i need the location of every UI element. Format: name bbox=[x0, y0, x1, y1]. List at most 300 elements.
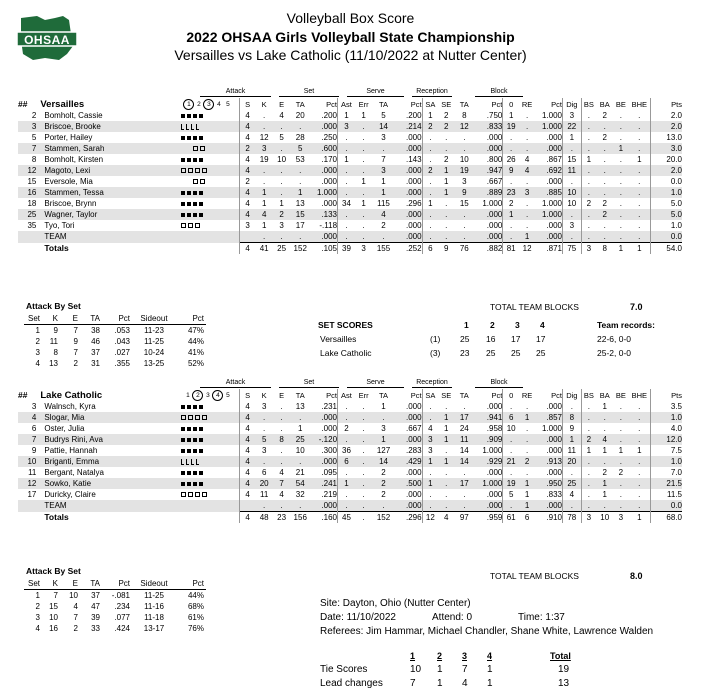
stat-pct: .000 bbox=[546, 221, 562, 230]
total-be: 1 bbox=[613, 243, 628, 255]
stat-0: 6 bbox=[503, 412, 519, 423]
col-bhe: BHE bbox=[631, 390, 647, 400]
stat-ta: . bbox=[463, 402, 466, 411]
stat-se: 1 bbox=[438, 434, 454, 445]
stat-pct: .133 bbox=[310, 209, 337, 220]
abs-cell: 76% bbox=[187, 624, 204, 633]
stat-pct: 1.000 bbox=[541, 111, 562, 120]
stat-se: . bbox=[445, 468, 448, 477]
abs-cell: 15 bbox=[49, 602, 58, 611]
stat-pct: .283 bbox=[405, 446, 422, 455]
abs-cell: 2 bbox=[35, 337, 40, 346]
stat-pts: 11.5 bbox=[651, 489, 682, 500]
stat-k: . bbox=[263, 177, 266, 186]
stat-pct: .833 bbox=[474, 121, 503, 132]
col-num: ## bbox=[18, 98, 28, 109]
stat-pct: .000 bbox=[535, 434, 562, 445]
stat-e: . bbox=[273, 500, 290, 512]
set-scores-col-1: 1 bbox=[464, 320, 469, 330]
stat-ba: . bbox=[603, 221, 606, 230]
stat-ba: 1 bbox=[602, 490, 607, 499]
set-played-mark bbox=[195, 223, 200, 228]
set-number-4: 4 bbox=[212, 390, 223, 401]
set-played-mark bbox=[195, 168, 200, 173]
stat-bs: . bbox=[581, 412, 596, 423]
stat-ta: . bbox=[454, 143, 474, 154]
lake-catholic-team-blocks-label: TOTAL TEAM BLOCKS bbox=[490, 571, 579, 581]
col-num: ## bbox=[18, 389, 28, 400]
stat-ast: . bbox=[338, 132, 355, 143]
totals-spacer bbox=[177, 512, 239, 524]
stat-ta: 10 bbox=[459, 155, 469, 164]
stat-pct: .667 bbox=[486, 177, 503, 186]
col-s: S bbox=[239, 98, 255, 110]
stat-err: . bbox=[362, 468, 365, 477]
stat-dig: 11 bbox=[563, 165, 582, 176]
set-played-mark bbox=[187, 449, 191, 453]
sets-played-indicators bbox=[177, 187, 239, 198]
stat-se: . bbox=[445, 446, 448, 455]
set-number-4: 4 bbox=[217, 101, 221, 108]
stat-0: . bbox=[503, 401, 519, 412]
stat-re: . bbox=[519, 121, 535, 132]
stat-ta: 14 bbox=[372, 456, 394, 467]
stat-ast: . bbox=[338, 187, 355, 198]
stat-dig: 11 bbox=[563, 445, 582, 456]
set-played-mark bbox=[181, 415, 186, 420]
versailles-group-attack: Attack bbox=[200, 87, 271, 97]
abs-col-k: K bbox=[42, 313, 60, 325]
total-ba: 8 bbox=[596, 243, 613, 255]
stat-pct: .219 bbox=[321, 490, 338, 499]
stat-ba: . bbox=[596, 165, 613, 176]
stat-ta: . bbox=[372, 231, 394, 243]
stat-re: 2 bbox=[519, 456, 535, 467]
stat-0: 1 bbox=[503, 209, 519, 220]
set-played-mark bbox=[187, 213, 191, 217]
stat-pts: 7.5 bbox=[651, 445, 682, 456]
player-name: Bergant, Natalya bbox=[44, 468, 104, 477]
total-se: 4 bbox=[438, 512, 454, 524]
abs-col-set: Set bbox=[24, 313, 42, 325]
set-number-5: 5 bbox=[226, 392, 230, 399]
stat-ta: 25 bbox=[290, 434, 310, 445]
stat-bs: . bbox=[581, 478, 596, 489]
abs-cell: 1 bbox=[35, 326, 40, 335]
stat-err: . bbox=[355, 456, 372, 467]
stat-k: 3 bbox=[261, 446, 267, 455]
stat-bhe: . bbox=[628, 143, 650, 154]
team-name: Versailles bbox=[40, 98, 85, 110]
stat-ast: 2 bbox=[338, 423, 355, 434]
stat-ast: . bbox=[338, 165, 355, 176]
stat-re: 1 bbox=[519, 478, 535, 489]
stat-s: 4 bbox=[239, 478, 255, 489]
set-played-mark bbox=[181, 202, 185, 206]
player-name: Budrys Rini, Ava bbox=[40, 434, 177, 445]
abs-cell: 3 bbox=[35, 613, 40, 622]
sets-played-indicators bbox=[177, 121, 239, 132]
stat-bs: . bbox=[581, 401, 596, 412]
stat-bhe: . bbox=[628, 231, 650, 243]
stat-ast: . bbox=[338, 467, 355, 478]
player-row bbox=[18, 500, 682, 512]
stat-e: . bbox=[273, 143, 290, 154]
set-played-mark bbox=[181, 482, 185, 486]
stat-err: . bbox=[355, 231, 372, 243]
lake_catholic-header-row bbox=[18, 389, 682, 401]
set-played-mark bbox=[199, 213, 203, 217]
player-name: Stammen, Sarah bbox=[40, 143, 177, 154]
site-info: Site: Dayton, Ohio (Nutter Center) bbox=[320, 598, 471, 609]
stat-pct: .000 bbox=[321, 177, 338, 186]
abs-cell: 11-25 bbox=[144, 591, 164, 600]
abs-header-row bbox=[24, 578, 206, 590]
abs-cell: 13-17 bbox=[143, 624, 165, 633]
stat-re: 4 bbox=[519, 165, 535, 176]
stat-pct: .000 bbox=[310, 456, 337, 467]
stat-dig: 15 bbox=[563, 154, 582, 165]
stat-pct: .000 bbox=[310, 412, 337, 423]
col-err: Err bbox=[358, 390, 369, 400]
stat-e: 5 bbox=[279, 133, 284, 142]
stat-sa: . bbox=[422, 143, 438, 154]
tie-row-value: 19 bbox=[558, 664, 570, 675]
player-number: 11 bbox=[28, 468, 37, 477]
stat-be: . bbox=[613, 434, 628, 445]
stat-ta: . bbox=[454, 500, 474, 512]
stat-ta: . bbox=[463, 490, 466, 499]
stat-bhe: . bbox=[628, 412, 650, 423]
versailles-team-blocks-label: TOTAL TEAM BLOCKS bbox=[490, 302, 579, 312]
versailles-group-reception: Reception bbox=[412, 87, 452, 97]
player-name: Slogar, Mia bbox=[40, 412, 177, 423]
stat-pct: .000 bbox=[395, 165, 422, 176]
sets-played-indicators bbox=[177, 412, 239, 423]
set-played-mark bbox=[199, 191, 203, 195]
sets-played-indicators bbox=[177, 478, 239, 489]
tie-col-total: Total bbox=[550, 651, 571, 661]
set-number-2: 2 bbox=[197, 101, 201, 108]
stat-ta: 1 bbox=[381, 402, 386, 411]
total-0: 81 bbox=[503, 243, 519, 255]
stat-pct: .000 bbox=[486, 402, 503, 411]
set-played-mark bbox=[181, 459, 184, 465]
stat-ba: . bbox=[596, 456, 613, 467]
stat-bhe: . bbox=[628, 209, 650, 220]
stat-sa: . bbox=[422, 412, 438, 423]
set-played-mark bbox=[181, 191, 185, 195]
stat-be: . bbox=[619, 177, 623, 186]
stat-dig: 9 bbox=[563, 423, 582, 434]
totals-row bbox=[18, 512, 682, 524]
stat-err: . bbox=[362, 133, 365, 142]
player-number: 9 bbox=[31, 446, 37, 455]
lake-catholic-attack-by-set-title: Attack By Set bbox=[26, 566, 81, 576]
stat-err: . bbox=[362, 446, 365, 455]
set-played-mark bbox=[199, 427, 203, 431]
stat-bs: . bbox=[581, 165, 596, 176]
stat-bhe: . bbox=[638, 402, 641, 411]
stat-bs: . bbox=[581, 121, 596, 132]
stat-bhe: . bbox=[628, 478, 650, 489]
stat-dig: 25 bbox=[563, 478, 582, 489]
stat-ta: 9 bbox=[454, 187, 474, 198]
set-played-mark bbox=[195, 492, 200, 497]
stat-bhe: 1 bbox=[637, 155, 642, 164]
stat-sa: 1 bbox=[422, 478, 438, 489]
player-number bbox=[18, 231, 40, 243]
abs-cell: 3 bbox=[35, 348, 40, 357]
stat-pct: .170 bbox=[321, 155, 338, 164]
col-pct: Pct bbox=[491, 99, 503, 109]
abs-cell: 41% bbox=[187, 348, 204, 357]
set-played-mark bbox=[181, 147, 185, 151]
abs-row bbox=[24, 601, 206, 612]
abs-cell: 11 bbox=[49, 337, 58, 346]
stat-pct: .000 bbox=[395, 187, 422, 198]
set-played-mark bbox=[186, 124, 189, 130]
total-k: 48 bbox=[255, 512, 272, 524]
stat-bs: . bbox=[581, 467, 596, 478]
stat-ba: . bbox=[596, 500, 613, 512]
stat-ta: 32 bbox=[295, 490, 305, 499]
tie-row-label: Lead changes bbox=[320, 678, 383, 689]
stat-pct: .667 bbox=[405, 424, 422, 433]
stat-ta: 14 bbox=[454, 456, 474, 467]
stat-s: 4 bbox=[239, 423, 255, 434]
set-played-mark bbox=[199, 449, 203, 453]
versailles-attack-by-set-table bbox=[24, 313, 206, 369]
set-played-mark bbox=[181, 438, 185, 442]
abs-col-pct: Pct bbox=[102, 313, 132, 325]
set-played-mark bbox=[181, 180, 185, 184]
set-played-mark bbox=[200, 146, 205, 151]
col-ta: TA bbox=[295, 390, 305, 400]
player-number: 18 bbox=[27, 199, 37, 208]
abs-cell: 13-25 bbox=[143, 359, 165, 368]
total-se: 9 bbox=[438, 243, 454, 255]
set-played-mark bbox=[188, 223, 193, 228]
stat-se: 1 bbox=[438, 187, 454, 198]
logo-text: OHSAA bbox=[24, 33, 70, 47]
team-record-versailles: 22-6, 0-0 bbox=[597, 334, 632, 344]
date-info: Date: 11/10/2022 bbox=[320, 612, 396, 623]
abs-col-k: K bbox=[42, 578, 60, 590]
team-record-lake-catholic: 25-2, 0-0 bbox=[597, 348, 632, 358]
abs-cell: 11-18 bbox=[144, 613, 164, 622]
sets-played-indicators bbox=[177, 209, 239, 220]
total-dig: 78 bbox=[563, 512, 582, 524]
total-pts: 68.0 bbox=[651, 512, 682, 524]
set-played-mark bbox=[187, 191, 191, 195]
col-pct: Pct bbox=[551, 99, 562, 109]
stat-0: 5 bbox=[503, 489, 519, 500]
stat-ta: 2 bbox=[381, 468, 386, 477]
stat-err: . bbox=[362, 490, 365, 499]
stat-be: . bbox=[613, 412, 628, 423]
stat-re: 1 bbox=[519, 231, 535, 243]
stat-ba: 2 bbox=[602, 133, 607, 142]
stat-re: 4 bbox=[524, 155, 530, 164]
player-name: Wagner, Taylor bbox=[40, 209, 177, 220]
stat-re: . bbox=[525, 424, 529, 433]
stat-k: 3 bbox=[255, 143, 272, 154]
total-s: 4 bbox=[239, 243, 255, 255]
abs-cell: 4 bbox=[35, 359, 40, 368]
player-number: 12 bbox=[18, 165, 40, 176]
stat-pct: 1.000 bbox=[310, 187, 337, 198]
stat-ast: 1 bbox=[338, 154, 355, 165]
col-pct: Pct bbox=[551, 390, 562, 400]
match-title: Versailles vs Lake Catholic (11/10/2022 at Nutter Center) bbox=[174, 47, 527, 63]
stat-ba: . bbox=[596, 143, 613, 154]
set-played-mark bbox=[193, 438, 197, 442]
stat-se: . bbox=[438, 231, 454, 243]
stat-s: 3 bbox=[239, 220, 255, 231]
set-played-mark bbox=[193, 482, 197, 486]
stat-re: 1 bbox=[524, 490, 530, 499]
stat-pct: .000 bbox=[474, 143, 503, 154]
stat-ast: . bbox=[338, 209, 355, 220]
stat-pct: .000 bbox=[546, 468, 562, 477]
stat-ta: 3 bbox=[381, 424, 386, 433]
abs-row bbox=[24, 612, 206, 623]
stat-pct: .941 bbox=[474, 412, 503, 423]
abs-cell: 39 bbox=[91, 613, 100, 622]
stat-err: . bbox=[362, 402, 365, 411]
stat-bs: 2 bbox=[581, 434, 596, 445]
stat-pct: .000 bbox=[395, 231, 422, 243]
stat-ta: . bbox=[290, 500, 310, 512]
set-score: 17 bbox=[536, 334, 546, 344]
player-row bbox=[18, 467, 682, 478]
col-re: RE bbox=[521, 390, 533, 400]
stat-ta: 21 bbox=[295, 468, 305, 477]
abs-cell: 8 bbox=[53, 348, 58, 357]
col-pct: Pct bbox=[326, 390, 338, 400]
stat-se: . bbox=[445, 221, 448, 230]
stat-dig: 3 bbox=[563, 220, 582, 231]
set-played-mark bbox=[187, 147, 191, 151]
stat-be: . bbox=[613, 209, 628, 220]
stat-s: 4 bbox=[239, 467, 255, 478]
abs-row bbox=[24, 623, 206, 634]
stat-ba: 2 bbox=[602, 199, 607, 208]
stat-pct: 1.000 bbox=[482, 199, 503, 208]
stat-be: . bbox=[613, 456, 628, 467]
stat-err: . bbox=[355, 500, 372, 512]
stat-pct: .296 bbox=[405, 199, 422, 208]
set-played-mark bbox=[191, 124, 194, 130]
stat-se: 1 bbox=[444, 177, 449, 186]
stat-dig: . bbox=[563, 401, 582, 412]
stat-pct: .000 bbox=[486, 221, 503, 230]
sets-played-indicators bbox=[177, 176, 239, 187]
stat-ba: 2 bbox=[602, 111, 607, 120]
stat-se: . bbox=[445, 199, 448, 208]
stat-s: 4 bbox=[239, 412, 255, 423]
set-played-mark bbox=[193, 146, 198, 151]
stat-ta: 1 bbox=[298, 424, 303, 433]
stat-s: 4 bbox=[239, 445, 255, 456]
player-row bbox=[18, 187, 682, 198]
player-row bbox=[18, 121, 682, 132]
abs-row bbox=[24, 325, 206, 337]
stat-pts: 5.0 bbox=[651, 209, 682, 220]
col-k: K bbox=[261, 99, 267, 109]
stat-0: . bbox=[503, 132, 519, 143]
abs-cell: 9 bbox=[73, 337, 78, 346]
set-played-mark bbox=[193, 179, 198, 184]
abs-cell: .234 bbox=[114, 602, 130, 611]
stat-pct: .000 bbox=[310, 231, 337, 243]
total-bs: 3 bbox=[581, 243, 596, 255]
set-played-mark bbox=[181, 158, 185, 162]
set-played-mark bbox=[193, 158, 197, 162]
stat-ta: 10 bbox=[295, 446, 305, 455]
abs-cell: 10 bbox=[49, 613, 58, 622]
stat-ta: 28 bbox=[295, 133, 305, 142]
stat-re: . bbox=[525, 111, 529, 120]
stat-re: . bbox=[525, 133, 529, 142]
stat-pct: .000 bbox=[405, 177, 422, 186]
stat-err: 1 bbox=[361, 177, 366, 186]
stat-dig: . bbox=[563, 143, 582, 154]
stat-ba: 2 bbox=[596, 209, 613, 220]
sets-played-indicators bbox=[177, 143, 239, 154]
stat-k: . bbox=[263, 424, 266, 433]
stat-sa: . bbox=[422, 500, 438, 512]
stat-pct: 1.000 bbox=[541, 424, 562, 433]
abs-row bbox=[24, 347, 206, 358]
player-name: TEAM bbox=[40, 500, 177, 512]
stat-ba: 1 bbox=[602, 402, 607, 411]
abs-row bbox=[24, 336, 206, 347]
abs-cell: .077 bbox=[114, 613, 130, 622]
versailles-group-set: Set bbox=[279, 87, 339, 97]
set-played-mark bbox=[199, 158, 203, 162]
abs-cell: 52% bbox=[187, 359, 204, 368]
abs-cell: .424 bbox=[114, 624, 130, 633]
stat-sa: 2 bbox=[422, 165, 438, 176]
stat-pct: .000 bbox=[405, 490, 422, 499]
player-row bbox=[18, 478, 682, 489]
stat-0: . bbox=[503, 143, 519, 154]
stat-pts: 2.0 bbox=[651, 121, 682, 132]
col-ba: BA bbox=[599, 390, 610, 400]
stat-se: . bbox=[438, 143, 454, 154]
stat-bs: . bbox=[581, 220, 596, 231]
player-row bbox=[18, 209, 682, 220]
stat-ta: 13 bbox=[295, 199, 305, 208]
abs-cell: 11-16 bbox=[144, 602, 164, 611]
stat-be: . bbox=[619, 221, 623, 230]
stat-k: 1 bbox=[261, 221, 267, 230]
stat-se: 1 bbox=[438, 456, 454, 467]
lake-catholic-team-blocks: 8.0 bbox=[630, 571, 643, 581]
stat-err: . bbox=[362, 424, 365, 433]
stat-ba: . bbox=[603, 177, 606, 186]
player-name: TEAM bbox=[40, 231, 177, 243]
col-sa: SA bbox=[422, 389, 438, 401]
total-pct: .910 bbox=[535, 512, 562, 524]
stat-bhe: . bbox=[638, 490, 641, 499]
totals-spacer bbox=[177, 243, 239, 255]
set-score: 23 bbox=[460, 348, 470, 358]
stat-0: . bbox=[503, 434, 519, 445]
set-played-mark bbox=[193, 136, 197, 140]
